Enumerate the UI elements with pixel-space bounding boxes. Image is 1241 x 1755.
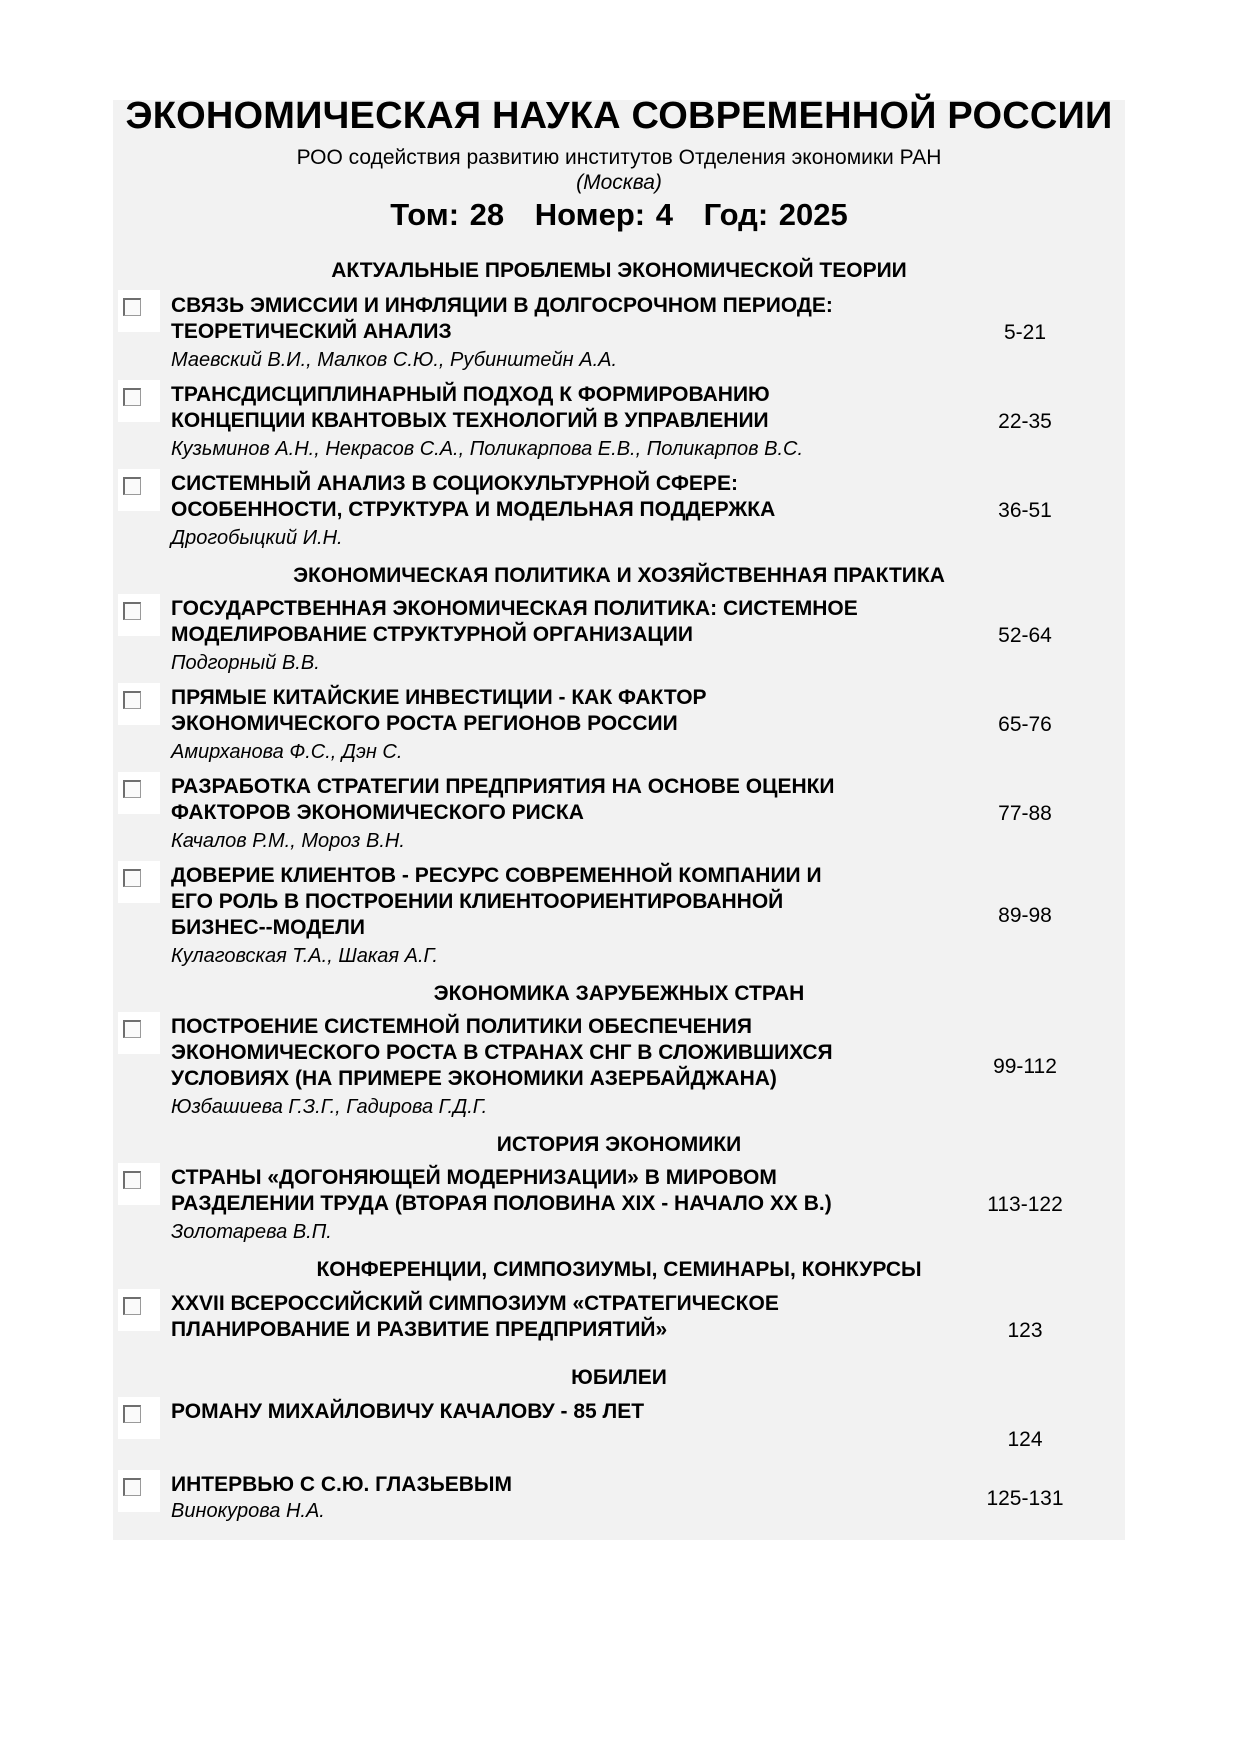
article-authors: Кулаговская Т.А., Шакая А.Г. xyxy=(171,945,438,967)
article-authors: Маевский В.И., Малков С.Ю., Рубинштейн А.А. xyxy=(171,349,618,371)
article-title[interactable]: XXVII ВСЕРОССИЙСКИЙ СИМПОЗИУМ «СТРАТЕГИЧЕСКОЕ ПЛАНИРОВАНИЕ И РАЗВИТИЕ ПРЕДПРИЯТИЙ» xyxy=(171,1292,779,1341)
article-pages: 113-122 xyxy=(987,1193,1063,1216)
article-checkbox[interactable] xyxy=(118,683,160,725)
article-authors: Кузьминов А.Н., Некрасов С.А., Поликарпова Е.В., Поликарпов В.С. xyxy=(171,438,804,460)
article-checkbox[interactable] xyxy=(118,1163,160,1205)
section-heading: ИСТОРИЯ ЭКОНОМИКИ xyxy=(496,1133,742,1156)
article-pages: 77-88 xyxy=(998,802,1052,825)
publisher-city: (Москва) xyxy=(576,171,662,194)
section-heading: ЭКОНОМИЧЕСКАЯ ПОЛИТИКА И ХОЗЯЙСТВЕННАЯ ПРАКТИКА xyxy=(293,564,945,587)
volume-label: Том: 28 xyxy=(390,197,505,232)
article-authors: Юзбашиева Г.З.Г., Гадирова Г.Д.Г. xyxy=(171,1096,488,1118)
article-pages: 52-64 xyxy=(998,624,1052,647)
article-pages: 5-21 xyxy=(1003,321,1047,344)
article-pages: 124 xyxy=(1007,1428,1043,1451)
article-checkbox[interactable] xyxy=(118,290,160,332)
article-title[interactable]: СИСТЕМНЫЙ АНАЛИЗ В СОЦИОКУЛЬТУРНОЙ СФЕРЕ: ОСОБЕННОСТИ, СТРУКТУРА И МОДЕЛЬНАЯ ПОДДЕРЖКА xyxy=(171,472,776,521)
article-checkbox[interactable] xyxy=(118,861,160,903)
section-heading: КОНФЕРЕНЦИИ, СИМПОЗИУМЫ, СЕМИНАРЫ, КОНКУРСЫ xyxy=(316,1258,922,1281)
article-checkbox[interactable] xyxy=(118,469,160,511)
article-title[interactable]: РОМАНУ МИХАЙЛОВИЧУ КАЧАЛОВУ - 85 ЛЕТ xyxy=(171,1400,645,1423)
article-title[interactable]: РАЗРАБОТКА СТРАТЕГИИ ПРЕДПРИЯТИЯ НА ОСНОВЕ ОЦЕНКИ ФАКТОРОВ ЭКОНОМИЧЕСКОГО РИСКА xyxy=(171,775,835,824)
article-title[interactable]: СТРАНЫ «ДОГОНЯЮЩЕЙ МОДЕРНИЗАЦИИ» В МИРОВОМ РАЗДЕЛЕНИИ ТРУДА (ВТОРАЯ ПОЛОВИНА XIX - НАЧАЛО XX В.) xyxy=(171,1166,832,1215)
article-authors: Подгорный В.В. xyxy=(171,652,320,674)
article-title[interactable]: ПОСТРОЕНИЕ СИСТЕМНОЙ ПОЛИТИКИ ОБЕСПЕЧЕНИЯ ЭКОНОМИЧЕСКОГО РОСТА В СТРАНАХ СНГ В СЛОЖИВШИХСЯ УСЛОВИЯХ (НА ПРИМЕРЕ ЭКОНОМИКИ АЗЕРБАЙДЖАНА) xyxy=(171,1015,833,1090)
article-title[interactable]: ИНТЕРВЬЮ С С.Ю. ГЛАЗЬЕВЫМ xyxy=(171,1473,512,1496)
article-title[interactable]: ДОВЕРИЕ КЛИЕНТОВ - РЕСУРС СОВРЕМЕННОЙ КОМПАНИИ И ЕГО РОЛЬ В ПОСТРОЕНИИ КЛИЕНТООРИЕНТИРОВАННОЙ БИЗНЕС--МОДЕЛИ xyxy=(171,864,822,939)
article-title[interactable]: СВЯЗЬ ЭМИССИИ И ИНФЛЯЦИИ В ДОЛГОСРОЧНОМ ПЕРИОДЕ: ТЕОРЕТИЧЕСКИЙ АНАЛИЗ xyxy=(171,294,833,343)
article-checkbox[interactable] xyxy=(118,1012,160,1054)
page-margin-corner xyxy=(1125,100,1241,197)
article-checkbox[interactable] xyxy=(118,772,160,814)
article-title[interactable]: ГОСУДАРСТВЕННАЯ ЭКОНОМИЧЕСКАЯ ПОЛИТИКА: СИСТЕМНОЕ МОДЕЛИРОВАНИЕ СТРУКТУРНОЙ ОРГАНИЗАЦИИ xyxy=(171,597,858,646)
publisher-name: РОО содействия развитию институтов Отделения экономики РАН xyxy=(296,146,942,169)
article-checkbox[interactable] xyxy=(118,1470,160,1512)
article-pages: 89-98 xyxy=(998,904,1052,927)
section-heading: ЭКОНОМИКА ЗАРУБЕЖНЫХ СТРАН xyxy=(433,982,805,1005)
article-title[interactable]: ПРЯМЫЕ КИТАЙСКИЕ ИНВЕСТИЦИИ - КАК ФАКТОР ЭКОНОМИЧЕСКОГО РОСТА РЕГИОНОВ РОССИИ xyxy=(171,686,707,735)
article-pages: 125-131 xyxy=(986,1487,1064,1510)
article-pages: 36-51 xyxy=(998,499,1052,522)
article-checkbox[interactable] xyxy=(118,380,160,422)
section-heading: АКТУАЛЬНЫЕ ПРОБЛЕМЫ ЭКОНОМИЧЕСКОЙ ТЕОРИИ xyxy=(331,259,907,282)
article-authors: Качалов Р.М., Мороз В.Н. xyxy=(171,830,405,852)
article-pages: 99-112 xyxy=(993,1055,1057,1078)
article-pages: 22-35 xyxy=(998,410,1052,433)
number-label: Номер: 4 xyxy=(534,197,673,232)
issue-info xyxy=(113,197,1125,233)
article-authors: Дрогобыцкий И.Н. xyxy=(171,527,343,549)
article-authors: Золотарева В.П. xyxy=(171,1221,332,1243)
article-title[interactable]: ТРАНСДИСЦИПЛИНАРНЫЙ ПОДХОД К ФОРМИРОВАНИЮ КОНЦЕПЦИИ КВАНТОВЫХ ТЕХНОЛОГИЙ В УПРАВЛЕНИИ xyxy=(171,383,770,432)
journal-title: ЭКОНОМИЧЕСКАЯ НАУКА СОВРЕМЕННОЙ РОССИИ xyxy=(125,95,1113,137)
article-pages: 123 xyxy=(1007,1319,1043,1342)
section-heading: ЮБИЛЕИ xyxy=(571,1366,667,1389)
article-checkbox[interactable] xyxy=(118,1289,160,1331)
article-checkbox[interactable] xyxy=(118,1397,160,1439)
article-authors: Винокурова Н.А. xyxy=(171,1500,325,1522)
article-authors: Амирханова Ф.С., Дэн С. xyxy=(171,741,403,763)
article-checkbox[interactable] xyxy=(118,594,160,636)
year-label: Год: 2025 xyxy=(703,197,848,232)
article-pages: 65-76 xyxy=(998,713,1052,736)
